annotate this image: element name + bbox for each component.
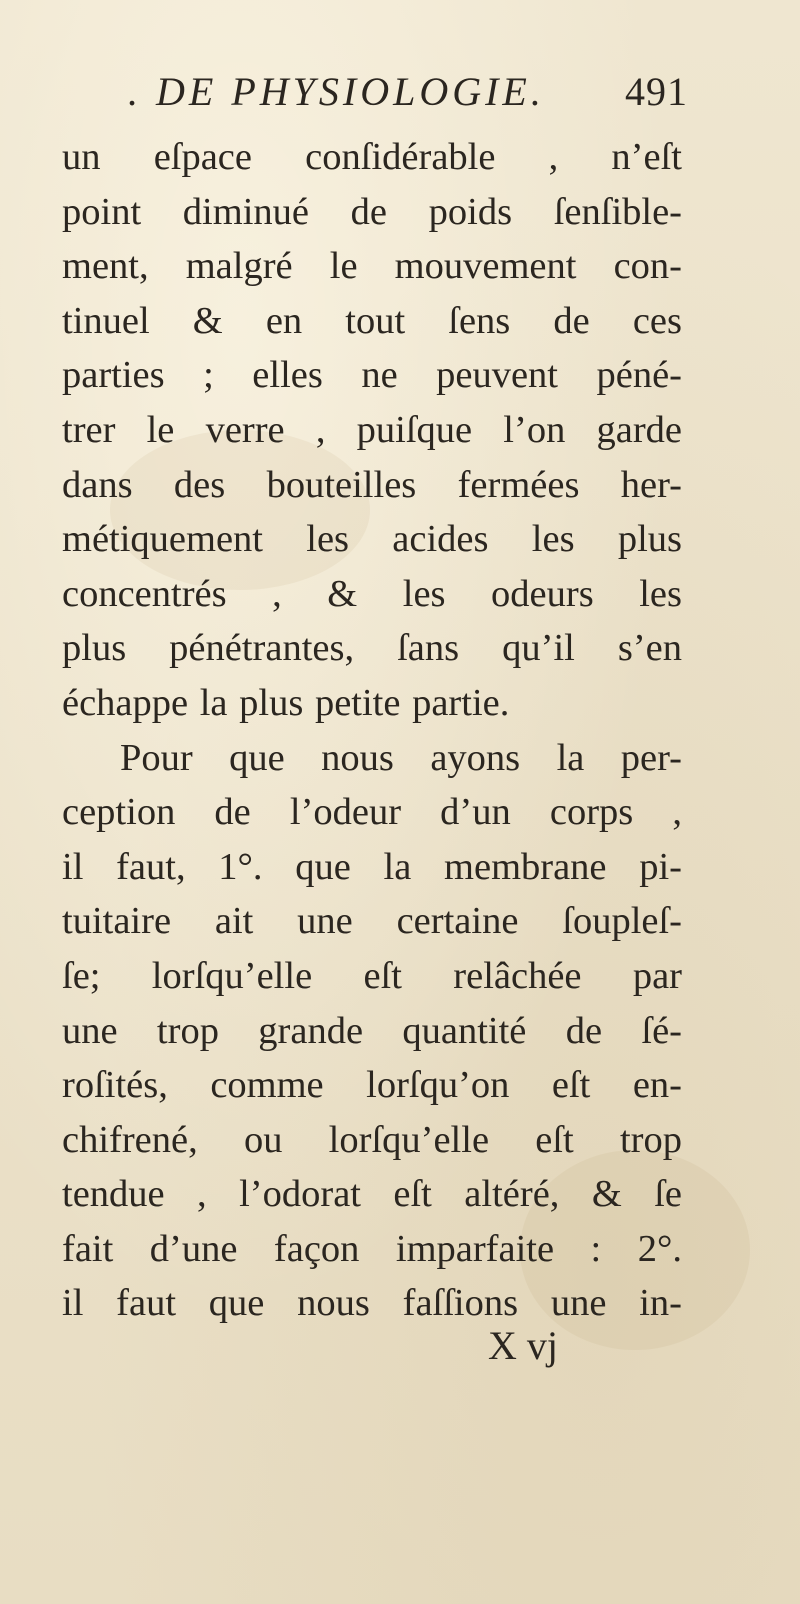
- text-line: il faut, 1°. que la membrane pi-: [62, 845, 682, 888]
- text-line: parties ; elles ne peuvent péné-: [62, 354, 682, 397]
- text-line: Pour que nous ayons la per-: [120, 736, 682, 779]
- text-line: une trop grande quantité de ſé-: [62, 1009, 682, 1052]
- text-line: ception de l’odeur d’un corps ,: [62, 791, 682, 834]
- text-line: ment, malgré le mouvement con-: [62, 245, 682, 288]
- page-number: 491: [625, 69, 688, 114]
- text-line: fait d’une façon imparfaite : 2°.: [62, 1227, 682, 1270]
- text-line: un eſpace conſidérable , n’eſt: [62, 136, 682, 178]
- running-header: [128, 68, 688, 128]
- text-line: point diminué de poids ſenſible-: [62, 190, 682, 233]
- text-line: tinuel & en tout ſens de ces: [62, 299, 682, 342]
- text-line: il faut que nous faſſions une in-: [62, 1282, 682, 1325]
- text-line: trer le verre , puiſque l’on garde: [62, 408, 682, 451]
- text-line: plus pénétrantes, ſans qu’il s’en: [62, 627, 682, 670]
- text-line: chifrené, ou lorſqu’elle eſt trop: [62, 1118, 682, 1161]
- text-line: dans des bouteilles fermées her-: [62, 463, 682, 506]
- body-text: [62, 130, 682, 1331]
- text-line: échappe la plus petite partie.: [62, 681, 510, 724]
- text-line: roſités, comme lorſqu’on eſt en-: [62, 1064, 682, 1107]
- text-line: tendue , l’odorat eſt altéré, & ſe: [62, 1173, 682, 1216]
- text-line: métiquement les acides les plus: [62, 518, 682, 561]
- text-line: ſe; lorſqu’elle eſt relâchée par: [62, 954, 682, 997]
- text-line: tuitaire ait une certaine ſoupleſ-: [62, 900, 682, 943]
- running-title: . DE PHYSIOLOGIE.: [128, 69, 545, 114]
- signature-mark: X vj: [488, 1323, 558, 1368]
- text-line: concentrés , & les odeurs les: [62, 572, 682, 615]
